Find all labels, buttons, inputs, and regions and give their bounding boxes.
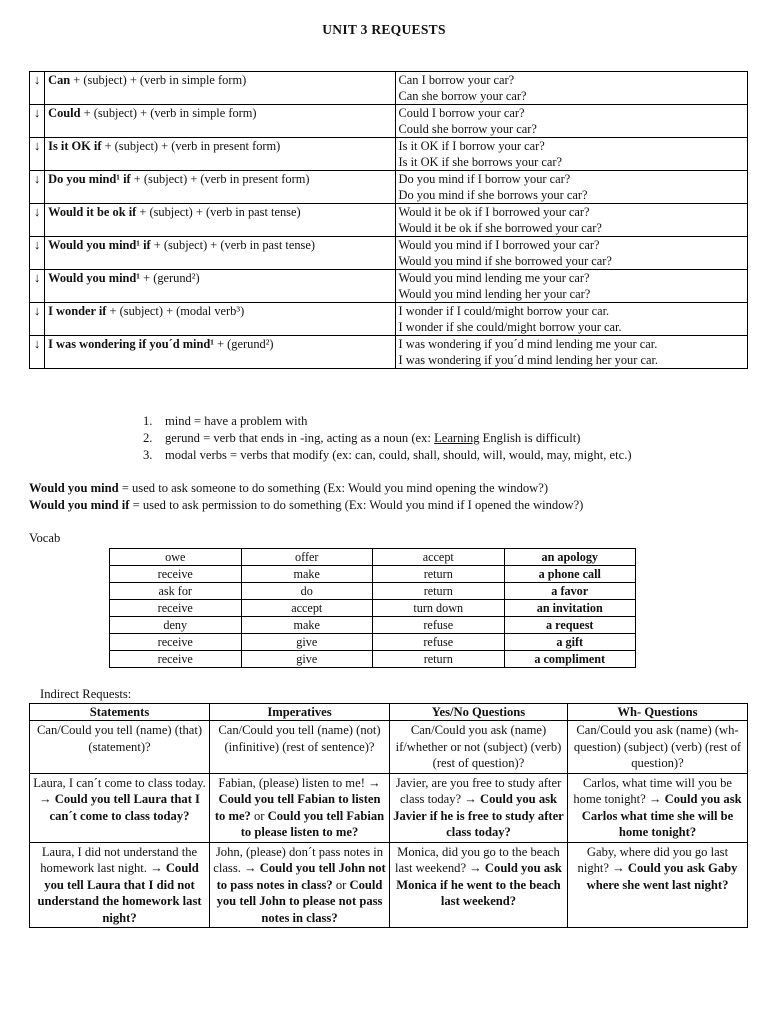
formula-structure: + (gerund²): [140, 271, 200, 285]
example-line: Is it OK if I borrow your car?: [398, 139, 545, 153]
vocab-cell: give: [241, 651, 373, 668]
formula-structure: + (gerund²): [214, 337, 274, 351]
request-examples: [395, 105, 747, 138]
request-formula: [45, 303, 395, 336]
vocab-label: Vocab: [29, 531, 61, 545]
example-line: I was wondering if you´d mind lending her your car.: [398, 353, 658, 367]
vocab-cell: a compliment: [504, 651, 636, 668]
vocab-row: [110, 583, 636, 600]
direct-request: Gaby, where did you go last night? →: [577, 844, 729, 875]
request-examples: [395, 270, 747, 303]
direct-request: Javier, are you free to study after class today? →: [395, 775, 562, 806]
request-examples: [395, 204, 747, 237]
request-row: [30, 336, 748, 369]
down-arrow-icon: ↓: [30, 336, 45, 369]
down-arrow-icon: ↓: [30, 270, 45, 303]
request-formula: [45, 72, 395, 105]
vocab-row: [110, 600, 636, 617]
down-arrow-icon: ↓: [30, 204, 45, 237]
vocab-cell: give: [241, 634, 373, 651]
down-arrow-icon: ↓: [30, 171, 45, 204]
vocab-cell: receive: [110, 566, 242, 583]
request-formula: [45, 171, 395, 204]
request-row: [30, 171, 748, 204]
formula-structure: + (subject) + (verb in past tense): [136, 205, 301, 219]
formula-structure: + (subject) + (verb in present form): [101, 139, 281, 153]
example-line: Could I borrow your car?: [398, 106, 525, 120]
definition-would-you-mind-if: Would you mind if = used to ask permission to do something (Ex: Would you mind if I opened the window?): [29, 498, 584, 512]
indirect-requests-label: Indirect Requests:: [40, 687, 132, 701]
formula-keyword: Do you mind¹ if: [48, 172, 131, 186]
vocab-cell: an apology: [504, 549, 636, 566]
vocab-cell: owe: [110, 549, 242, 566]
vocab-row: [110, 651, 636, 668]
direct-request: Fabian, (please) listen to me! →: [218, 775, 381, 790]
request-row: [30, 237, 748, 270]
page-title: UNIT 3 REQUESTS: [322, 22, 446, 37]
vocab-cell: refuse: [373, 634, 505, 651]
example-line: Would you mind lending me your car?: [398, 271, 590, 285]
vocab-cell: make: [241, 566, 373, 583]
connector: or: [332, 877, 350, 892]
request-forms-table: [29, 71, 748, 369]
request-row: [30, 72, 748, 105]
request-examples: [395, 303, 747, 336]
header-yes-no-questions: Yes/No Questions: [390, 704, 568, 721]
request-examples: [395, 171, 747, 204]
formula-structure: + (subject) + (verb in simple form): [70, 73, 247, 87]
formula-keyword: I wonder if: [48, 304, 107, 318]
indirect-example-row: [30, 773, 748, 842]
down-arrow-icon: ↓: [30, 237, 45, 270]
request-formula: [45, 138, 395, 171]
header-statements: Statements: [30, 704, 210, 721]
formula-structure: + (subject) + (modal verb³): [106, 304, 245, 318]
formula-keyword: Could: [48, 106, 81, 120]
indirect-example-row: [30, 842, 748, 928]
example-cell: [210, 842, 390, 928]
vocab-cell: return: [373, 566, 505, 583]
example-line: Would it be ok if I borrowed your car?: [398, 205, 590, 219]
vocab-cell: a gift: [504, 634, 636, 651]
request-examples: [395, 336, 747, 369]
vocab-cell: receive: [110, 634, 242, 651]
vocab-cell: a phone call: [504, 566, 636, 583]
formula-keyword: Can: [48, 73, 71, 87]
example-line: Would you mind if I borrowed your car?: [398, 238, 600, 252]
indirect-request: Could you ask Gaby where she went last night?: [586, 861, 738, 892]
vocab-cell: return: [373, 583, 505, 600]
indirect-request-alt: Could you tell John to please not pass notes in class?: [216, 877, 383, 925]
vocab-row: [110, 617, 636, 634]
indirect-request: Could you tell Laura that I can´t come to class today?: [49, 792, 200, 823]
vocab-cell: refuse: [373, 617, 505, 634]
example-cell: [390, 773, 568, 842]
vocab-row: [110, 549, 636, 566]
example-line: Can I borrow your car?: [398, 73, 515, 87]
example-cell: [210, 773, 390, 842]
vocab-cell: ask for: [110, 583, 242, 600]
down-arrow-icon: ↓: [30, 105, 45, 138]
request-row: [30, 105, 748, 138]
example-line: Is it OK if she borrows your car?: [398, 155, 562, 169]
vocab-cell: accept: [373, 549, 505, 566]
indirect-header-row: [30, 704, 748, 721]
indirect-request: Could you ask Monica if he went to the beach last weekend?: [396, 861, 562, 908]
indirect-pattern-row: [30, 721, 748, 774]
request-formula: [45, 336, 395, 369]
request-row: [30, 204, 748, 237]
vocab-cell: make: [241, 617, 373, 634]
header-imperatives: Imperatives: [210, 704, 390, 721]
header-wh-questions: Wh- Questions: [567, 704, 747, 721]
formula-keyword: Would you mind¹ if: [48, 238, 151, 252]
connector: or: [250, 808, 268, 823]
vocab-cell: a request: [504, 617, 636, 634]
indirect-request: Could you ask Carlos what time she will be home tonight?: [581, 792, 742, 839]
request-examples: [395, 138, 747, 171]
vocab-cell: an invitation: [504, 600, 636, 617]
vocab-row: [110, 566, 636, 583]
indirect-request: Could you tell John not to pass notes in class?: [216, 861, 386, 892]
vocab-cell: turn down: [373, 600, 505, 617]
example-line: I wonder if I could/might borrow your car.: [398, 304, 610, 318]
vocab-cell: do: [241, 583, 373, 600]
footnote-2: 2. gerund = verb that ends in -ing, acting as a noun (ex: Learning English is difficult): [143, 431, 581, 445]
vocab-table: [109, 548, 636, 668]
indirect-request-alt: Could you tell Fabian to please listen to me?: [240, 808, 385, 839]
indirect-request: Could you tell Laura that I did not understand the homework last night?: [37, 861, 202, 925]
direct-request: Laura, I can´t come to class today. →: [33, 775, 206, 806]
request-row: [30, 138, 748, 171]
vocab-cell: receive: [110, 651, 242, 668]
example-line: I wonder if she could/might borrow your car.: [398, 320, 622, 334]
indirect-requests-table: [29, 703, 748, 928]
definition-would-you-mind: Would you mind = used to ask someone to do something (Ex: Would you mind opening the window?): [29, 481, 549, 495]
pattern-cell: Can/Could you ask (name) if/whether or not (subject) (verb) (rest of question)?: [390, 721, 568, 774]
example-line: I was wondering if you´d mind lending me your car.: [398, 337, 658, 351]
formula-structure: + (subject) + (verb in past tense): [150, 238, 316, 252]
vocab-row: [110, 634, 636, 651]
indirect-request: Could you ask Javier if he is free to study after class today?: [393, 792, 564, 839]
example-cell: [567, 773, 747, 842]
direct-request: Laura, I did not understand the homework last night. →: [40, 844, 198, 875]
request-examples: [395, 72, 747, 105]
request-formula: [45, 204, 395, 237]
indirect-request: Could you tell Fabian to listen to me?: [214, 792, 381, 823]
pattern-cell: Can/Could you tell (name) (that) (statement)?: [30, 721, 210, 774]
request-formula: [45, 237, 395, 270]
example-cell: [567, 842, 747, 928]
example-cell: [30, 842, 210, 928]
footnote-1: 1. mind = have a problem with: [143, 414, 308, 428]
down-arrow-icon: ↓: [30, 138, 45, 171]
request-row: [30, 270, 748, 303]
pattern-cell: Can/Could you ask (name) (wh-question) (subject) (verb) (rest of question)?: [567, 721, 747, 774]
formula-keyword: I was wondering if you´d mind¹: [48, 337, 214, 351]
request-row: [30, 303, 748, 336]
example-cell: [30, 773, 210, 842]
down-arrow-icon: ↓: [30, 72, 45, 105]
formula-keyword: Would you mind¹: [48, 271, 141, 285]
vocab-cell: return: [373, 651, 505, 668]
direct-request: Carlos, what time will you be home tonight? →: [573, 775, 732, 806]
example-line: Can she borrow your car?: [398, 89, 527, 103]
vocab-cell: receive: [110, 600, 242, 617]
vocab-cell: offer: [241, 549, 373, 566]
pattern-cell: Can/Could you tell (name) (not) (infinitive) (rest of sentence)?: [210, 721, 390, 774]
request-examples: [395, 237, 747, 270]
formula-keyword: Is it OK if: [48, 139, 102, 153]
direct-request: John, (please) don´t pass notes in class. →: [213, 844, 384, 875]
example-line: Do you mind if I borrow your car?: [398, 172, 571, 186]
example-line: Would it be ok if she borrowed your car?: [398, 221, 602, 235]
footnotes: [143, 413, 632, 464]
example-line: Would you mind if she borrowed your car?: [398, 254, 612, 268]
vocab-cell: a favor: [504, 583, 636, 600]
formula-structure: + (subject) + (verb in simple form): [80, 106, 257, 120]
direct-request: Monica, did you go to the beach last weekend? →: [395, 844, 560, 875]
formula-structure: + (subject) + (verb in present form): [130, 172, 310, 186]
down-arrow-icon: ↓: [30, 303, 45, 336]
footnote-3: 3. modal verbs = verbs that modify (ex: can, could, shall, should, will, would, may, might, etc.): [143, 448, 632, 462]
example-line: Could she borrow your car?: [398, 122, 537, 136]
example-line: Would you mind lending her your car?: [398, 287, 591, 301]
example-line: Do you mind if she borrows your car?: [398, 188, 588, 202]
vocab-cell: accept: [241, 600, 373, 617]
vocab-cell: deny: [110, 617, 242, 634]
request-formula: [45, 270, 395, 303]
formula-keyword: Would it be ok if: [48, 205, 137, 219]
example-cell: [390, 842, 568, 928]
request-formula: [45, 105, 395, 138]
